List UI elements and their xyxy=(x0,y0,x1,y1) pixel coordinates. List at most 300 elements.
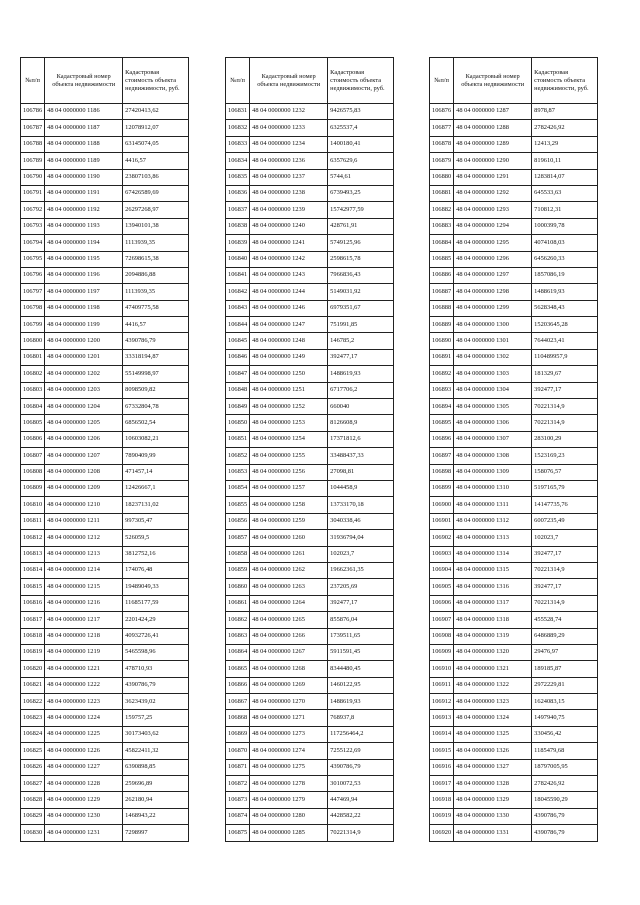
cadastre-number-cell: 48 04 0000000 1280 xyxy=(250,808,328,824)
row-num-cell: 106907 xyxy=(430,612,454,628)
cadastre-value-cell: 12078912,07 xyxy=(123,120,189,136)
cadastre-number-cell: 48 04 0000000 1194 xyxy=(45,235,123,251)
cadastre-number-cell: 48 04 0000000 1266 xyxy=(250,628,328,644)
cadastre-value-cell: 8344480,45 xyxy=(328,661,394,677)
cadastre-number-cell: 48 04 0000000 1226 xyxy=(45,743,123,759)
table-row xyxy=(430,694,598,710)
cadastre-number-cell: 48 04 0000000 1252 xyxy=(250,399,328,415)
cadastre-value-cell: 1000399,78 xyxy=(532,218,598,234)
cadastre-number-cell: 48 04 0000000 1242 xyxy=(250,251,328,267)
row-num-cell: 106886 xyxy=(430,267,454,283)
table-row xyxy=(21,267,189,283)
table-row xyxy=(226,694,394,710)
table-row xyxy=(226,579,394,595)
cadastre-value-cell: 428761,91 xyxy=(328,218,394,234)
cadastre-value-cell: 174076,48 xyxy=(123,562,189,578)
row-num-cell: 106847 xyxy=(226,366,250,382)
row-num-cell: 106809 xyxy=(21,480,45,496)
row-num-cell: 106814 xyxy=(21,562,45,578)
table-row xyxy=(21,415,189,431)
row-num-cell: 106877 xyxy=(430,120,454,136)
cadastre-value-cell: 2782426,92 xyxy=(532,776,598,792)
table-row xyxy=(21,497,189,513)
cadastre-number-cell: 48 04 0000000 1324 xyxy=(454,710,532,726)
cadastre-number-cell: 48 04 0000000 1231 xyxy=(45,825,123,841)
table-row xyxy=(21,185,189,201)
cadastre-number-cell: 48 04 0000000 1269 xyxy=(250,677,328,693)
row-num-cell: 106881 xyxy=(430,185,454,201)
table-row xyxy=(226,480,394,496)
cadastre-value-cell: 6325537,4 xyxy=(328,120,394,136)
cadastre-number-cell: 48 04 0000000 1221 xyxy=(45,661,123,677)
row-num-cell: 106834 xyxy=(226,153,250,169)
cadastre-number-cell: 48 04 0000000 1255 xyxy=(250,448,328,464)
row-num-cell: 106816 xyxy=(21,595,45,611)
cadastre-value-cell: 526059,5 xyxy=(123,530,189,546)
cadastre-number-cell: 48 04 0000000 1289 xyxy=(454,136,532,152)
row-num-cell: 106913 xyxy=(430,710,454,726)
cadastre-number-cell: 48 04 0000000 1267 xyxy=(250,644,328,660)
cadastre-number-cell: 48 04 0000000 1328 xyxy=(454,776,532,792)
cadastre-number-cell: 48 04 0000000 1210 xyxy=(45,497,123,513)
row-num-cell: 106800 xyxy=(21,333,45,349)
row-num-cell: 106839 xyxy=(226,235,250,251)
row-num-cell: 106801 xyxy=(21,349,45,365)
cadastre-value-cell: 18237131,02 xyxy=(123,497,189,513)
row-num-cell: 106842 xyxy=(226,284,250,300)
cadastre-value-cell: 23807103,86 xyxy=(123,169,189,185)
cadastre-value-cell: 1113939,35 xyxy=(123,235,189,251)
table-row xyxy=(21,546,189,562)
cadastre-value-cell: 45822411,32 xyxy=(123,743,189,759)
row-num-cell: 106846 xyxy=(226,349,250,365)
table-row xyxy=(21,562,189,578)
table-row xyxy=(430,661,598,677)
cadastre-number-cell: 48 04 0000000 1296 xyxy=(454,251,532,267)
table-row xyxy=(430,349,598,365)
cadastre-value-cell: 4416,57 xyxy=(123,317,189,333)
cadastre-value-cell: 3010072,53 xyxy=(328,776,394,792)
row-num-cell: 106901 xyxy=(430,513,454,529)
cadastre-number-cell: 48 04 0000000 1259 xyxy=(250,513,328,529)
table-row xyxy=(226,415,394,431)
cadastre-number-cell: 48 04 0000000 1261 xyxy=(250,546,328,562)
table-row xyxy=(430,218,598,234)
cadastre-number-cell: 48 04 0000000 1189 xyxy=(45,153,123,169)
row-num-cell: 106868 xyxy=(226,710,250,726)
cadastre-value-cell: 5628348,43 xyxy=(532,300,598,316)
table-row xyxy=(226,185,394,201)
cadastre-value-cell: 15742977,59 xyxy=(328,202,394,218)
cadastre-number-cell: 48 04 0000000 1200 xyxy=(45,333,123,349)
row-num-cell: 106908 xyxy=(430,628,454,644)
cadastre-value-cell: 7255122,69 xyxy=(328,743,394,759)
cadastre-table-3 xyxy=(429,57,598,842)
table-row xyxy=(430,743,598,759)
table-row xyxy=(430,776,598,792)
table-row xyxy=(430,300,598,316)
header-cadastre: Кадастровый номер объекта недвижимости xyxy=(250,58,328,104)
table-row xyxy=(226,612,394,628)
table-row xyxy=(226,530,394,546)
cadastre-number-cell: 48 04 0000000 1293 xyxy=(454,202,532,218)
row-num-cell: 106819 xyxy=(21,644,45,660)
table-row xyxy=(226,136,394,152)
cadastre-value-cell: 8978,87 xyxy=(532,104,598,120)
row-num-cell: 106853 xyxy=(226,464,250,480)
cadastre-value-cell: 12413,29 xyxy=(532,136,598,152)
table-row xyxy=(21,366,189,382)
cadastre-number-cell: 48 04 0000000 1241 xyxy=(250,235,328,251)
table-row xyxy=(430,136,598,152)
table-row xyxy=(21,595,189,611)
cadastre-number-cell: 48 04 0000000 1223 xyxy=(45,694,123,710)
header-row xyxy=(430,58,598,104)
table-row xyxy=(226,120,394,136)
row-num-cell: 106871 xyxy=(226,759,250,775)
cadastre-number-cell: 48 04 0000000 1214 xyxy=(45,562,123,578)
table-row xyxy=(226,431,394,447)
table-row xyxy=(430,513,598,529)
cadastre-number-cell: 48 04 0000000 1217 xyxy=(45,612,123,628)
row-num-cell: 106827 xyxy=(21,776,45,792)
table-row xyxy=(21,513,189,529)
cadastre-value-cell: 70221314,9 xyxy=(532,399,598,415)
row-num-cell: 106843 xyxy=(226,300,250,316)
cadastre-number-cell: 48 04 0000000 1275 xyxy=(250,759,328,775)
cadastre-value-cell: 6390898,85 xyxy=(123,759,189,775)
cadastre-number-cell: 48 04 0000000 1294 xyxy=(454,218,532,234)
header-cadastre: Кадастровый номер объекта недвижимости xyxy=(454,58,532,104)
cadastre-value-cell: 855876,04 xyxy=(328,612,394,628)
row-num-cell: 106856 xyxy=(226,513,250,529)
row-num-cell: 106791 xyxy=(21,185,45,201)
row-num-cell: 106825 xyxy=(21,743,45,759)
table-row xyxy=(21,153,189,169)
cadastre-value-cell: 4416,57 xyxy=(123,153,189,169)
cadastre-value-cell: 2598615,78 xyxy=(328,251,394,267)
cadastre-value-cell: 102023,7 xyxy=(328,546,394,562)
table-row xyxy=(226,808,394,824)
cadastre-value-cell: 40932726,41 xyxy=(123,628,189,644)
table-row xyxy=(21,743,189,759)
table-row xyxy=(226,792,394,808)
row-num-cell: 106788 xyxy=(21,136,45,152)
cadastre-value-cell: 19662361,35 xyxy=(328,562,394,578)
table-row xyxy=(21,759,189,775)
cadastre-number-cell: 48 04 0000000 1253 xyxy=(250,415,328,431)
cadastre-value-cell: 3623439,02 xyxy=(123,694,189,710)
cadastre-value-cell: 6007235,49 xyxy=(532,513,598,529)
table-row xyxy=(430,267,598,283)
table-row xyxy=(226,726,394,742)
cadastre-value-cell: 6739493,25 xyxy=(328,185,394,201)
row-num-cell: 106850 xyxy=(226,415,250,431)
cadastre-table-1 xyxy=(20,57,189,842)
cadastre-number-cell: 48 04 0000000 1285 xyxy=(250,825,328,841)
table-row xyxy=(226,562,394,578)
header-value: Кадастровая стоимость объекта недвижимости, руб. xyxy=(328,58,394,104)
cadastre-number-cell: 48 04 0000000 1190 xyxy=(45,169,123,185)
cadastre-number-cell: 48 04 0000000 1315 xyxy=(454,562,532,578)
row-num-cell: 106884 xyxy=(430,235,454,251)
row-num-cell: 106820 xyxy=(21,661,45,677)
cadastre-number-cell: 48 04 0000000 1225 xyxy=(45,726,123,742)
cadastre-value-cell: 447469,94 xyxy=(328,792,394,808)
cadastre-number-cell: 48 04 0000000 1233 xyxy=(250,120,328,136)
cadastre-number-cell: 48 04 0000000 1240 xyxy=(250,218,328,234)
table-row xyxy=(430,595,598,611)
cadastre-number-cell: 48 04 0000000 1216 xyxy=(45,595,123,611)
row-num-cell: 106793 xyxy=(21,218,45,234)
cadastre-value-cell: 283100,29 xyxy=(532,431,598,447)
table-row xyxy=(226,464,394,480)
cadastre-value-cell: 4390786,79 xyxy=(532,825,598,841)
cadastre-number-cell: 48 04 0000000 1330 xyxy=(454,808,532,824)
table-row xyxy=(430,415,598,431)
cadastre-number-cell: 48 04 0000000 1248 xyxy=(250,333,328,349)
cadastre-value-cell: 1488619,93 xyxy=(328,694,394,710)
row-num-cell: 106863 xyxy=(226,628,250,644)
cadastre-value-cell: 55149998,97 xyxy=(123,366,189,382)
cadastre-number-cell: 48 04 0000000 1229 xyxy=(45,792,123,808)
table-row xyxy=(21,333,189,349)
cadastre-value-cell: 11685177,59 xyxy=(123,595,189,611)
cadastre-value-cell: 768937,8 xyxy=(328,710,394,726)
row-num-cell: 106917 xyxy=(430,776,454,792)
cadastre-number-cell: 48 04 0000000 1238 xyxy=(250,185,328,201)
row-num-cell: 106903 xyxy=(430,546,454,562)
cadastre-number-cell: 48 04 0000000 1236 xyxy=(250,153,328,169)
header-cadastre: Кадастровый номер объекта недвижимости xyxy=(45,58,123,104)
cadastre-value-cell: 1488619,93 xyxy=(532,284,598,300)
cadastre-value-cell: 4390786,79 xyxy=(328,759,394,775)
row-num-cell: 106900 xyxy=(430,497,454,513)
row-num-cell: 106837 xyxy=(226,202,250,218)
cadastre-value-cell: 19489049,33 xyxy=(123,579,189,595)
cadastre-number-cell: 48 04 0000000 1297 xyxy=(454,267,532,283)
cadastre-number-cell: 48 04 0000000 1304 xyxy=(454,382,532,398)
cadastre-value-cell: 471457,14 xyxy=(123,464,189,480)
cadastre-value-cell: 70221314,9 xyxy=(532,415,598,431)
cadastre-number-cell: 48 04 0000000 1243 xyxy=(250,267,328,283)
row-num-cell: 106848 xyxy=(226,382,250,398)
cadastre-value-cell: 18797005,95 xyxy=(532,759,598,775)
cadastre-number-cell: 48 04 0000000 1298 xyxy=(454,284,532,300)
row-num-cell: 106860 xyxy=(226,579,250,595)
row-num-cell: 106829 xyxy=(21,808,45,824)
table-row xyxy=(430,480,598,496)
table-row xyxy=(21,399,189,415)
row-num-cell: 106815 xyxy=(21,579,45,595)
row-num-cell: 106813 xyxy=(21,546,45,562)
cadastre-number-cell: 48 04 0000000 1301 xyxy=(454,333,532,349)
cadastre-number-cell: 48 04 0000000 1246 xyxy=(250,300,328,316)
header-value: Кадастровая стоимость объекта недвижимости, руб. xyxy=(123,58,189,104)
table-row xyxy=(226,235,394,251)
cadastre-number-cell: 48 04 0000000 1317 xyxy=(454,595,532,611)
row-num-cell: 106823 xyxy=(21,710,45,726)
table-row xyxy=(430,185,598,201)
cadastre-number-cell: 48 04 0000000 1287 xyxy=(454,104,532,120)
row-num-cell: 106858 xyxy=(226,546,250,562)
table-row xyxy=(21,169,189,185)
cadastre-number-cell: 48 04 0000000 1257 xyxy=(250,480,328,496)
row-num-cell: 106824 xyxy=(21,726,45,742)
cadastre-value-cell: 18045590,29 xyxy=(532,792,598,808)
row-num-cell: 106866 xyxy=(226,677,250,693)
cadastre-value-cell: 189185,87 xyxy=(532,661,598,677)
cadastre-number-cell: 48 04 0000000 1203 xyxy=(45,382,123,398)
cadastre-value-cell: 67332804,78 xyxy=(123,399,189,415)
row-num-cell: 106855 xyxy=(226,497,250,513)
table-row xyxy=(430,317,598,333)
table-row xyxy=(21,628,189,644)
table-row xyxy=(430,825,598,841)
row-num-cell: 106807 xyxy=(21,448,45,464)
cadastre-number-cell: 48 04 0000000 1323 xyxy=(454,694,532,710)
table-row xyxy=(21,317,189,333)
cadastre-number-cell: 48 04 0000000 1202 xyxy=(45,366,123,382)
cadastre-value-cell: 5744,61 xyxy=(328,169,394,185)
row-num-cell: 106796 xyxy=(21,267,45,283)
table-row xyxy=(430,497,598,513)
row-num-cell: 106851 xyxy=(226,431,250,447)
row-num-cell: 106862 xyxy=(226,612,250,628)
row-num-cell: 106832 xyxy=(226,120,250,136)
cadastre-number-cell: 48 04 0000000 1311 xyxy=(454,497,532,513)
cadastre-number-cell: 48 04 0000000 1198 xyxy=(45,300,123,316)
cadastre-number-cell: 48 04 0000000 1201 xyxy=(45,349,123,365)
table-row xyxy=(21,218,189,234)
row-num-cell: 106854 xyxy=(226,480,250,496)
row-num-cell: 106876 xyxy=(430,104,454,120)
cadastre-value-cell: 3040338,46 xyxy=(328,513,394,529)
cadastre-number-cell: 48 04 0000000 1314 xyxy=(454,546,532,562)
table-row xyxy=(226,497,394,513)
table-row xyxy=(430,284,598,300)
row-num-cell: 106818 xyxy=(21,628,45,644)
row-num-cell: 106892 xyxy=(430,366,454,382)
cadastre-value-cell: 27098,81 xyxy=(328,464,394,480)
cadastre-value-cell: 2201424,29 xyxy=(123,612,189,628)
cadastre-value-cell: 31936794,04 xyxy=(328,530,394,546)
cadastre-value-cell: 6856502,54 xyxy=(123,415,189,431)
cadastre-number-cell: 48 04 0000000 1215 xyxy=(45,579,123,595)
cadastre-number-cell: 48 04 0000000 1187 xyxy=(45,120,123,136)
cadastre-value-cell: 262180,94 xyxy=(123,792,189,808)
cadastre-number-cell: 48 04 0000000 1230 xyxy=(45,808,123,824)
row-num-cell: 106805 xyxy=(21,415,45,431)
row-num-cell: 106875 xyxy=(226,825,250,841)
cadastre-value-cell: 4390786,79 xyxy=(532,808,598,824)
table-row xyxy=(430,202,598,218)
cadastre-value-cell: 710812,31 xyxy=(532,202,598,218)
row-num-cell: 106802 xyxy=(21,366,45,382)
row-num-cell: 106873 xyxy=(226,792,250,808)
table-row xyxy=(21,710,189,726)
table-row xyxy=(430,759,598,775)
table-row xyxy=(226,251,394,267)
table-row xyxy=(226,382,394,398)
table-row xyxy=(21,530,189,546)
row-num-cell: 106838 xyxy=(226,218,250,234)
cadastre-value-cell: 478710,93 xyxy=(123,661,189,677)
row-num-cell: 106859 xyxy=(226,562,250,578)
cadastre-number-cell: 48 04 0000000 1303 xyxy=(454,366,532,382)
row-num-cell: 106897 xyxy=(430,448,454,464)
table-row xyxy=(430,792,598,808)
cadastre-value-cell: 1624083,15 xyxy=(532,694,598,710)
table-row xyxy=(21,448,189,464)
cadastre-number-cell: 48 04 0000000 1270 xyxy=(250,694,328,710)
cadastre-value-cell: 1113939,35 xyxy=(123,284,189,300)
row-num-cell: 106867 xyxy=(226,694,250,710)
row-num-cell: 106822 xyxy=(21,694,45,710)
cadastre-number-cell: 48 04 0000000 1273 xyxy=(250,726,328,742)
row-num-cell: 106794 xyxy=(21,235,45,251)
cadastre-number-cell: 48 04 0000000 1327 xyxy=(454,759,532,775)
cadastre-number-cell: 48 04 0000000 1209 xyxy=(45,480,123,496)
row-num-cell: 106790 xyxy=(21,169,45,185)
table-row xyxy=(21,235,189,251)
cadastre-number-cell: 48 04 0000000 1299 xyxy=(454,300,532,316)
row-num-cell: 106828 xyxy=(21,792,45,808)
table-row xyxy=(226,513,394,529)
cadastre-value-cell: 4074108,03 xyxy=(532,235,598,251)
table-row xyxy=(430,579,598,595)
cadastre-value-cell: 117256464,2 xyxy=(328,726,394,742)
row-num-cell: 106880 xyxy=(430,169,454,185)
row-num-cell: 106844 xyxy=(226,317,250,333)
row-num-cell: 106817 xyxy=(21,612,45,628)
cadastre-value-cell: 7890409,99 xyxy=(123,448,189,464)
cadastre-number-cell: 48 04 0000000 1278 xyxy=(250,776,328,792)
cadastre-number-cell: 48 04 0000000 1205 xyxy=(45,415,123,431)
cadastre-number-cell: 48 04 0000000 1265 xyxy=(250,612,328,628)
table-row xyxy=(226,284,394,300)
cadastre-value-cell: 33488437,33 xyxy=(328,448,394,464)
cadastre-value-cell: 70221314,9 xyxy=(532,595,598,611)
cadastre-number-cell: 48 04 0000000 1316 xyxy=(454,579,532,595)
cadastre-value-cell: 392477,17 xyxy=(532,579,598,595)
cadastre-number-cell: 48 04 0000000 1256 xyxy=(250,464,328,480)
table-row xyxy=(21,382,189,398)
row-num-cell: 106918 xyxy=(430,792,454,808)
cadastre-number-cell: 48 04 0000000 1290 xyxy=(454,153,532,169)
cadastre-number-cell: 48 04 0000000 1312 xyxy=(454,513,532,529)
cadastre-number-cell: 48 04 0000000 1228 xyxy=(45,776,123,792)
cadastre-value-cell: 47409775,58 xyxy=(123,300,189,316)
table-row xyxy=(21,661,189,677)
row-num-cell: 106879 xyxy=(430,153,454,169)
table-row xyxy=(226,366,394,382)
table-row xyxy=(430,366,598,382)
row-num-cell: 106849 xyxy=(226,399,250,415)
cadastre-number-cell: 48 04 0000000 1227 xyxy=(45,759,123,775)
cadastre-value-cell: 6717706,2 xyxy=(328,382,394,398)
cadastre-number-cell: 48 04 0000000 1251 xyxy=(250,382,328,398)
cadastre-number-cell: 48 04 0000000 1196 xyxy=(45,267,123,283)
cadastre-value-cell: 660040 xyxy=(328,399,394,415)
cadastre-value-cell: 4428582,22 xyxy=(328,808,394,824)
cadastre-value-cell: 15203645,28 xyxy=(532,317,598,333)
table-row xyxy=(21,284,189,300)
cadastre-value-cell: 6979351,67 xyxy=(328,300,394,316)
cadastre-number-cell: 48 04 0000000 1291 xyxy=(454,169,532,185)
table-row xyxy=(21,251,189,267)
table-row xyxy=(226,153,394,169)
